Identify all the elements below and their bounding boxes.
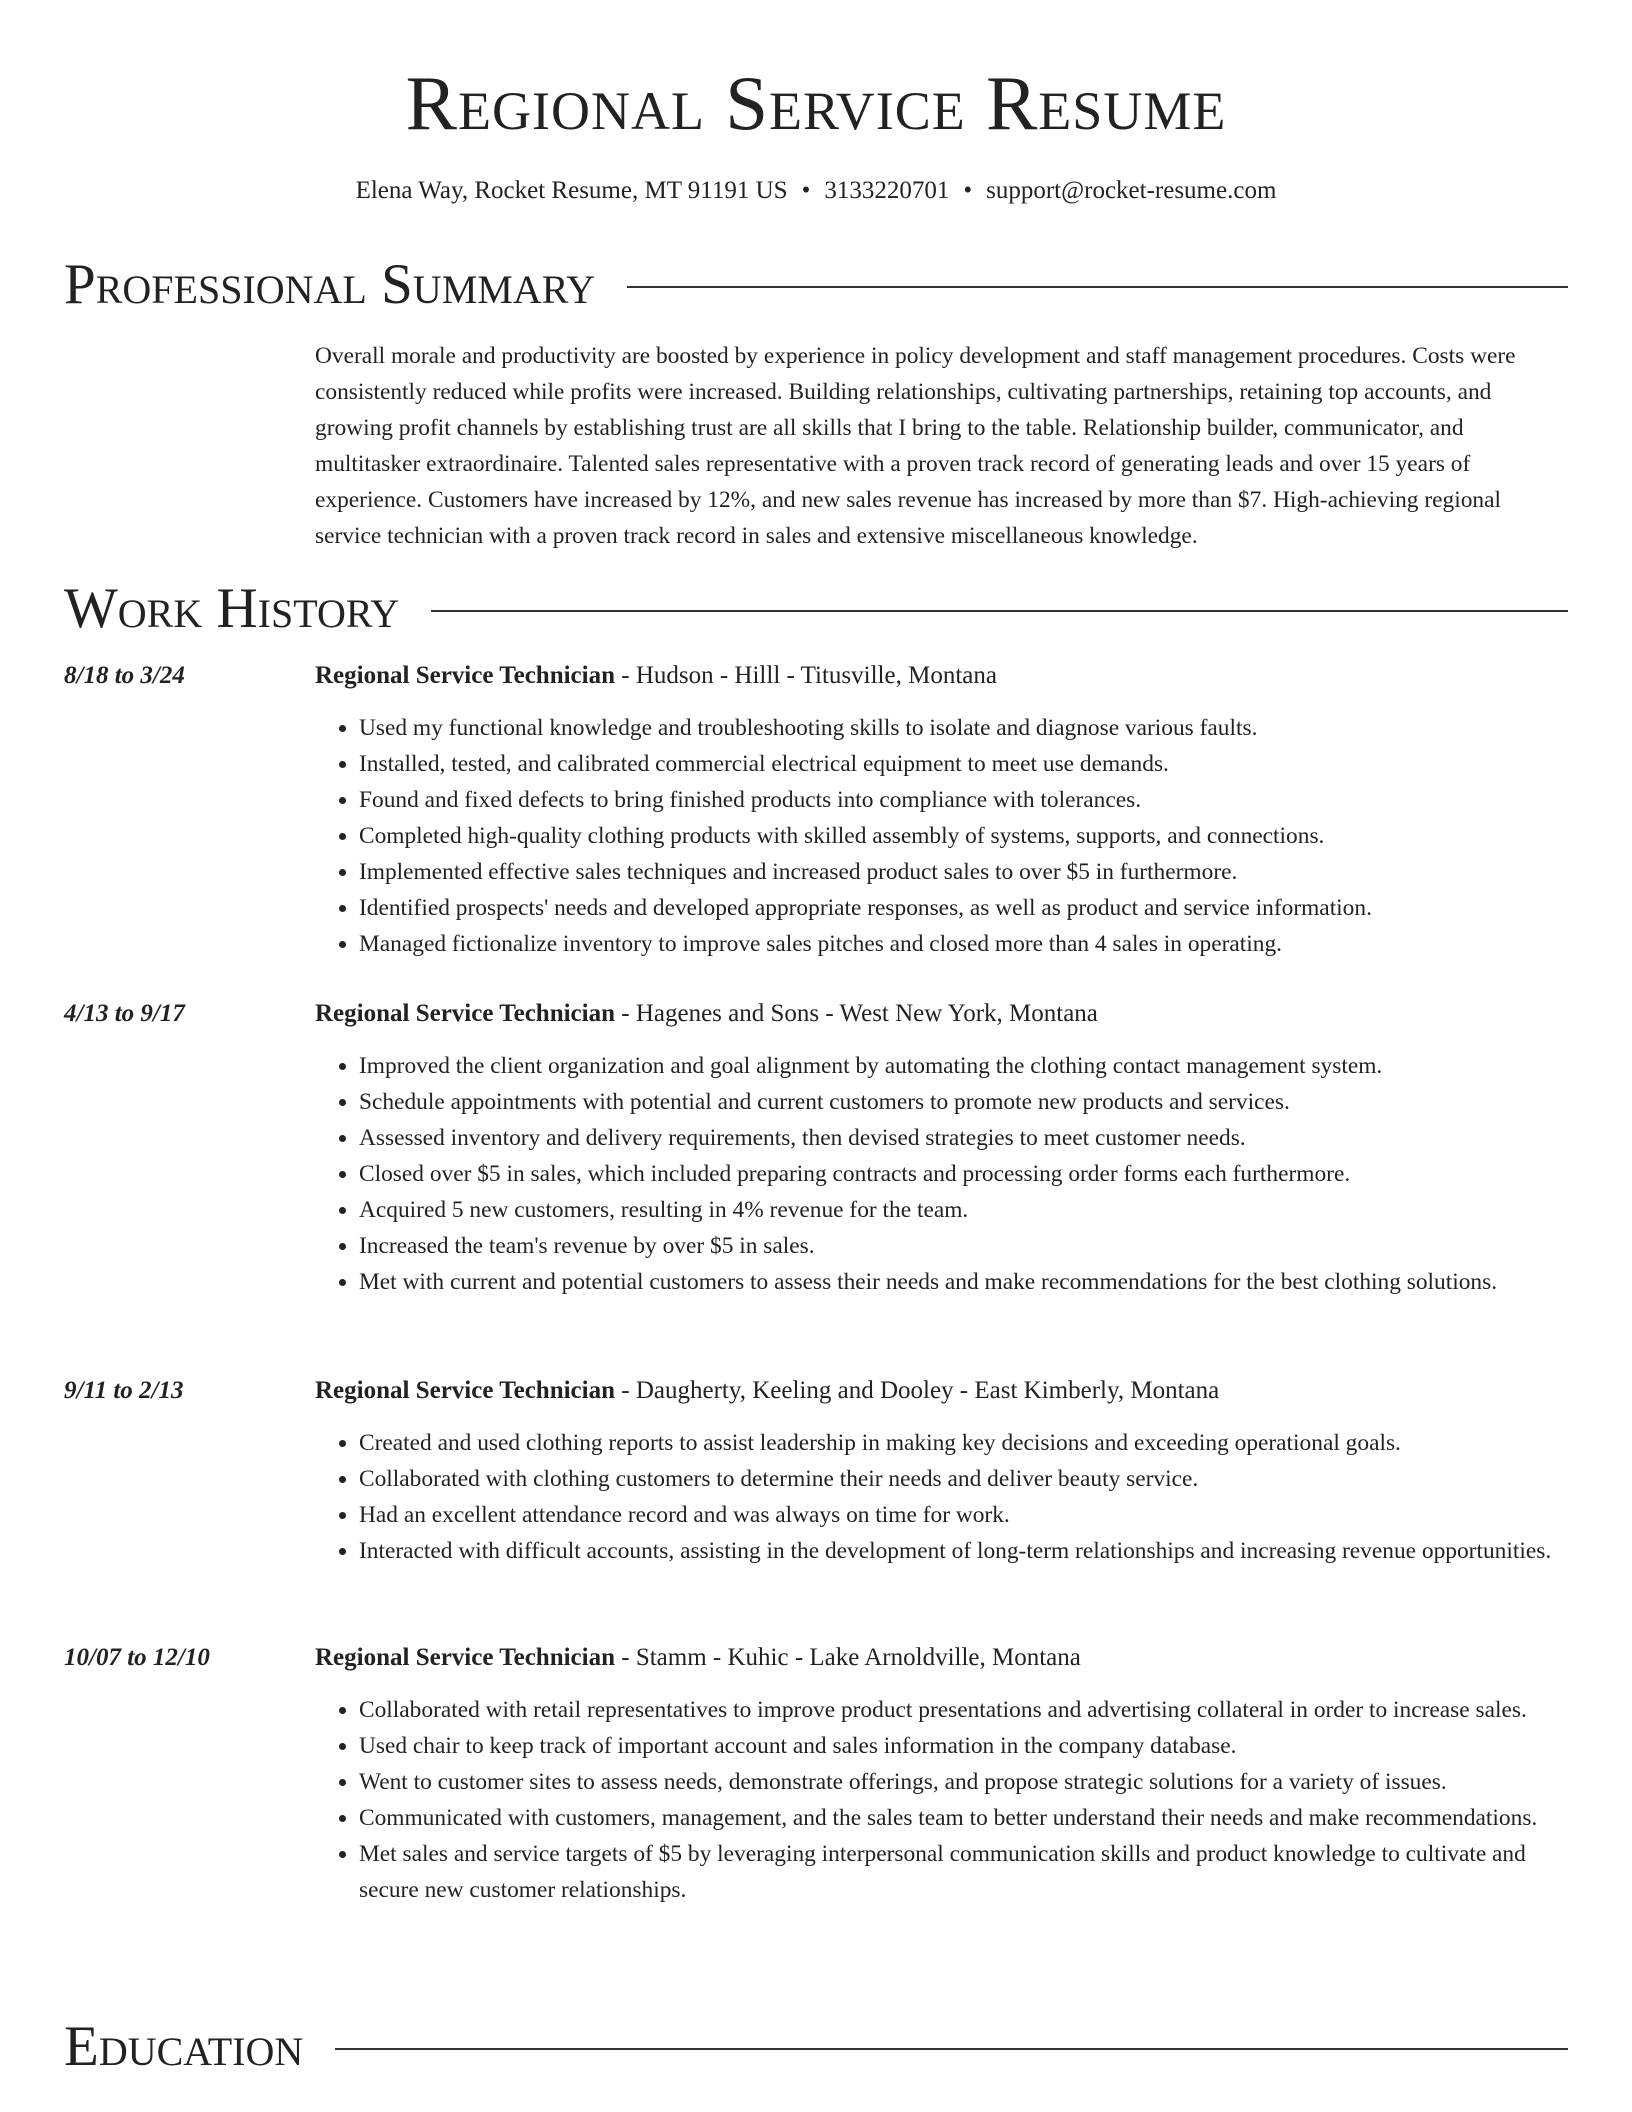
job-duty-item: • Installed, tested, and calibrated commercial electrical equipment to meet use demands. bbox=[359, 746, 1568, 782]
job-heading bbox=[315, 658, 997, 694]
job-duties-list bbox=[64, 1048, 1568, 1300]
job-title: Regional Service Technician bbox=[315, 1377, 615, 1404]
job-duty-item: • Created and used clothing reports to assist leadership in making key decisions and exceeding operational goals. bbox=[359, 1425, 1568, 1461]
job-duty-item: • Collaborated with clothing customers to determine their needs and deliver beauty service. bbox=[359, 1461, 1568, 1497]
job-header-row bbox=[64, 996, 1568, 1032]
job-header-row bbox=[64, 658, 1568, 694]
job-duty-item: • Used chair to keep track of important account and sales information in the company database. bbox=[359, 1728, 1568, 1764]
job-employer-location: - Daugherty, Keeling and Dooley - East Kimberly, Montana bbox=[615, 1377, 1220, 1404]
education-section-title: Education bbox=[64, 2015, 304, 2078]
contact-address: Elena Way, Rocket Resume, MT 91191 US bbox=[355, 177, 788, 204]
job-duty-item: • Completed high-quality clothing products with skilled assembly of systems, supports, and connections. bbox=[359, 818, 1568, 854]
job-header-row bbox=[64, 1640, 1568, 1676]
job-title: Regional Service Technician bbox=[315, 1000, 615, 1027]
job-duty-item: • Found and fixed defects to bring finished products into compliance with tolerances. bbox=[359, 782, 1568, 818]
section-divider bbox=[627, 286, 1568, 288]
job-duty-item: • Went to customer sites to assess needs, demonstrate offerings, and propose strategic solutions for a variety of issues. bbox=[359, 1764, 1568, 1800]
job-duties-list bbox=[64, 1425, 1568, 1569]
contact-phone: 3133220701 bbox=[824, 177, 950, 204]
work-section-title: Work History bbox=[64, 577, 400, 640]
job-employer-location: - Hagenes and Sons - West New York, Montana bbox=[615, 1000, 1098, 1027]
job-duty-item: • Met sales and service targets of $5 by leveraging interpersonal communication skills and product knowledge to cultivate and secure new customer relationships. bbox=[359, 1836, 1568, 1908]
job-title: Regional Service Technician bbox=[315, 662, 615, 689]
job-duty-item: • Had an excellent attendance record and was always on time for work. bbox=[359, 1497, 1568, 1533]
resume-title: Regional Service Resume bbox=[405, 60, 1227, 146]
job-dates: 10/07 to 12/10 bbox=[64, 1644, 210, 1671]
job-heading bbox=[315, 1640, 1081, 1676]
job-heading bbox=[315, 1373, 1219, 1409]
contact-email: support@rocket-resume.com bbox=[986, 177, 1277, 204]
summary-section-title: Professional Summary bbox=[64, 253, 596, 316]
job-duty-item: • Used my functional knowledge and troubleshooting skills to isolate and diagnose various faults. bbox=[359, 710, 1568, 746]
job-duty-item: • Increased the team's revenue by over $5 in sales. bbox=[359, 1228, 1568, 1264]
job-employer-location: - Hudson - Hilll - Titusville, Montana bbox=[615, 662, 997, 689]
job-entry bbox=[64, 996, 1568, 1300]
job-duty-item: • Managed fictionalize inventory to improve sales pitches and closed more than 4 sales in operating. bbox=[359, 926, 1568, 962]
job-duty-item: • Acquired 5 new customers, resulting in 4% revenue for the team. bbox=[359, 1192, 1568, 1228]
contact-separator: • bbox=[801, 177, 811, 204]
job-duty-item: • Implemented effective sales techniques and increased product sales to over $5 in furthermore. bbox=[359, 854, 1568, 890]
section-divider bbox=[431, 610, 1568, 612]
job-duty-item: • Assessed inventory and delivery requirements, then devised strategies to meet customer needs. bbox=[359, 1120, 1568, 1156]
job-duties-list bbox=[64, 1692, 1568, 1908]
job-duty-item: • Improved the client organization and goal alignment by automating the clothing contact management system. bbox=[359, 1048, 1568, 1084]
work-section-header bbox=[64, 578, 1568, 640]
contact-separator: • bbox=[963, 177, 973, 204]
job-duties-list bbox=[64, 710, 1568, 962]
section-divider bbox=[335, 2048, 1568, 2050]
job-heading bbox=[315, 996, 1098, 1032]
job-entry bbox=[64, 658, 1568, 962]
job-dates: 8/18 to 3/24 bbox=[64, 662, 185, 689]
job-duty-item: • Closed over $5 in sales, which included preparing contracts and processing order forms each furthermore. bbox=[359, 1156, 1568, 1192]
job-duty-item: • Communicated with customers, management, and the sales team to better understand their needs and make recommendations. bbox=[359, 1800, 1568, 1836]
job-duty-item: • Identified prospects' needs and developed appropriate responses, as well as product and service information. bbox=[359, 890, 1568, 926]
job-title: Regional Service Technician bbox=[315, 1644, 615, 1671]
professional-summary-text: Overall morale and productivity are boosted by experience in policy development and staff management procedures. Costs were consistently reduced while profits were increased. Building relationships, cultivating partnerships, retaining top accounts, and growing profit channels by establishing trust are all skills that I bring to the table. Relationship builder, communicator, and multitasker extraordinaire. Talented sales representative with a proven track record of generating leads and over 15 years of experience. Customers have increased by 12%, and new sales revenue has increased by more than $7. High-achieving regional service technician with a proven track record in sales and extensive miscellaneous knowledge. bbox=[315, 343, 1516, 549]
job-entry bbox=[64, 1640, 1568, 1908]
job-duty-item: • Collaborated with retail representatives to improve product presentations and advertising collateral in order to increase sales. bbox=[359, 1692, 1568, 1728]
job-dates: 4/13 to 9/17 bbox=[64, 1000, 185, 1027]
job-header-row bbox=[64, 1373, 1568, 1409]
job-duty-item: • Interacted with difficult accounts, assisting in the development of long-term relationships and increasing revenue opportunities. bbox=[359, 1533, 1568, 1569]
education-section-header bbox=[64, 2016, 1568, 2078]
job-dates: 9/11 to 2/13 bbox=[64, 1377, 184, 1404]
job-employer-location: - Stamm - Kuhic - Lake Arnoldville, Montana bbox=[615, 1644, 1081, 1671]
job-entry bbox=[64, 1373, 1568, 1569]
job-duty-item: • Met with current and potential customers to assess their needs and make recommendations for the best clothing solutions. bbox=[359, 1264, 1568, 1300]
job-duty-item: • Schedule appointments with potential and current customers to promote new products and services. bbox=[359, 1084, 1568, 1120]
contact-line bbox=[0, 174, 1632, 208]
summary-section-header bbox=[64, 254, 1568, 316]
